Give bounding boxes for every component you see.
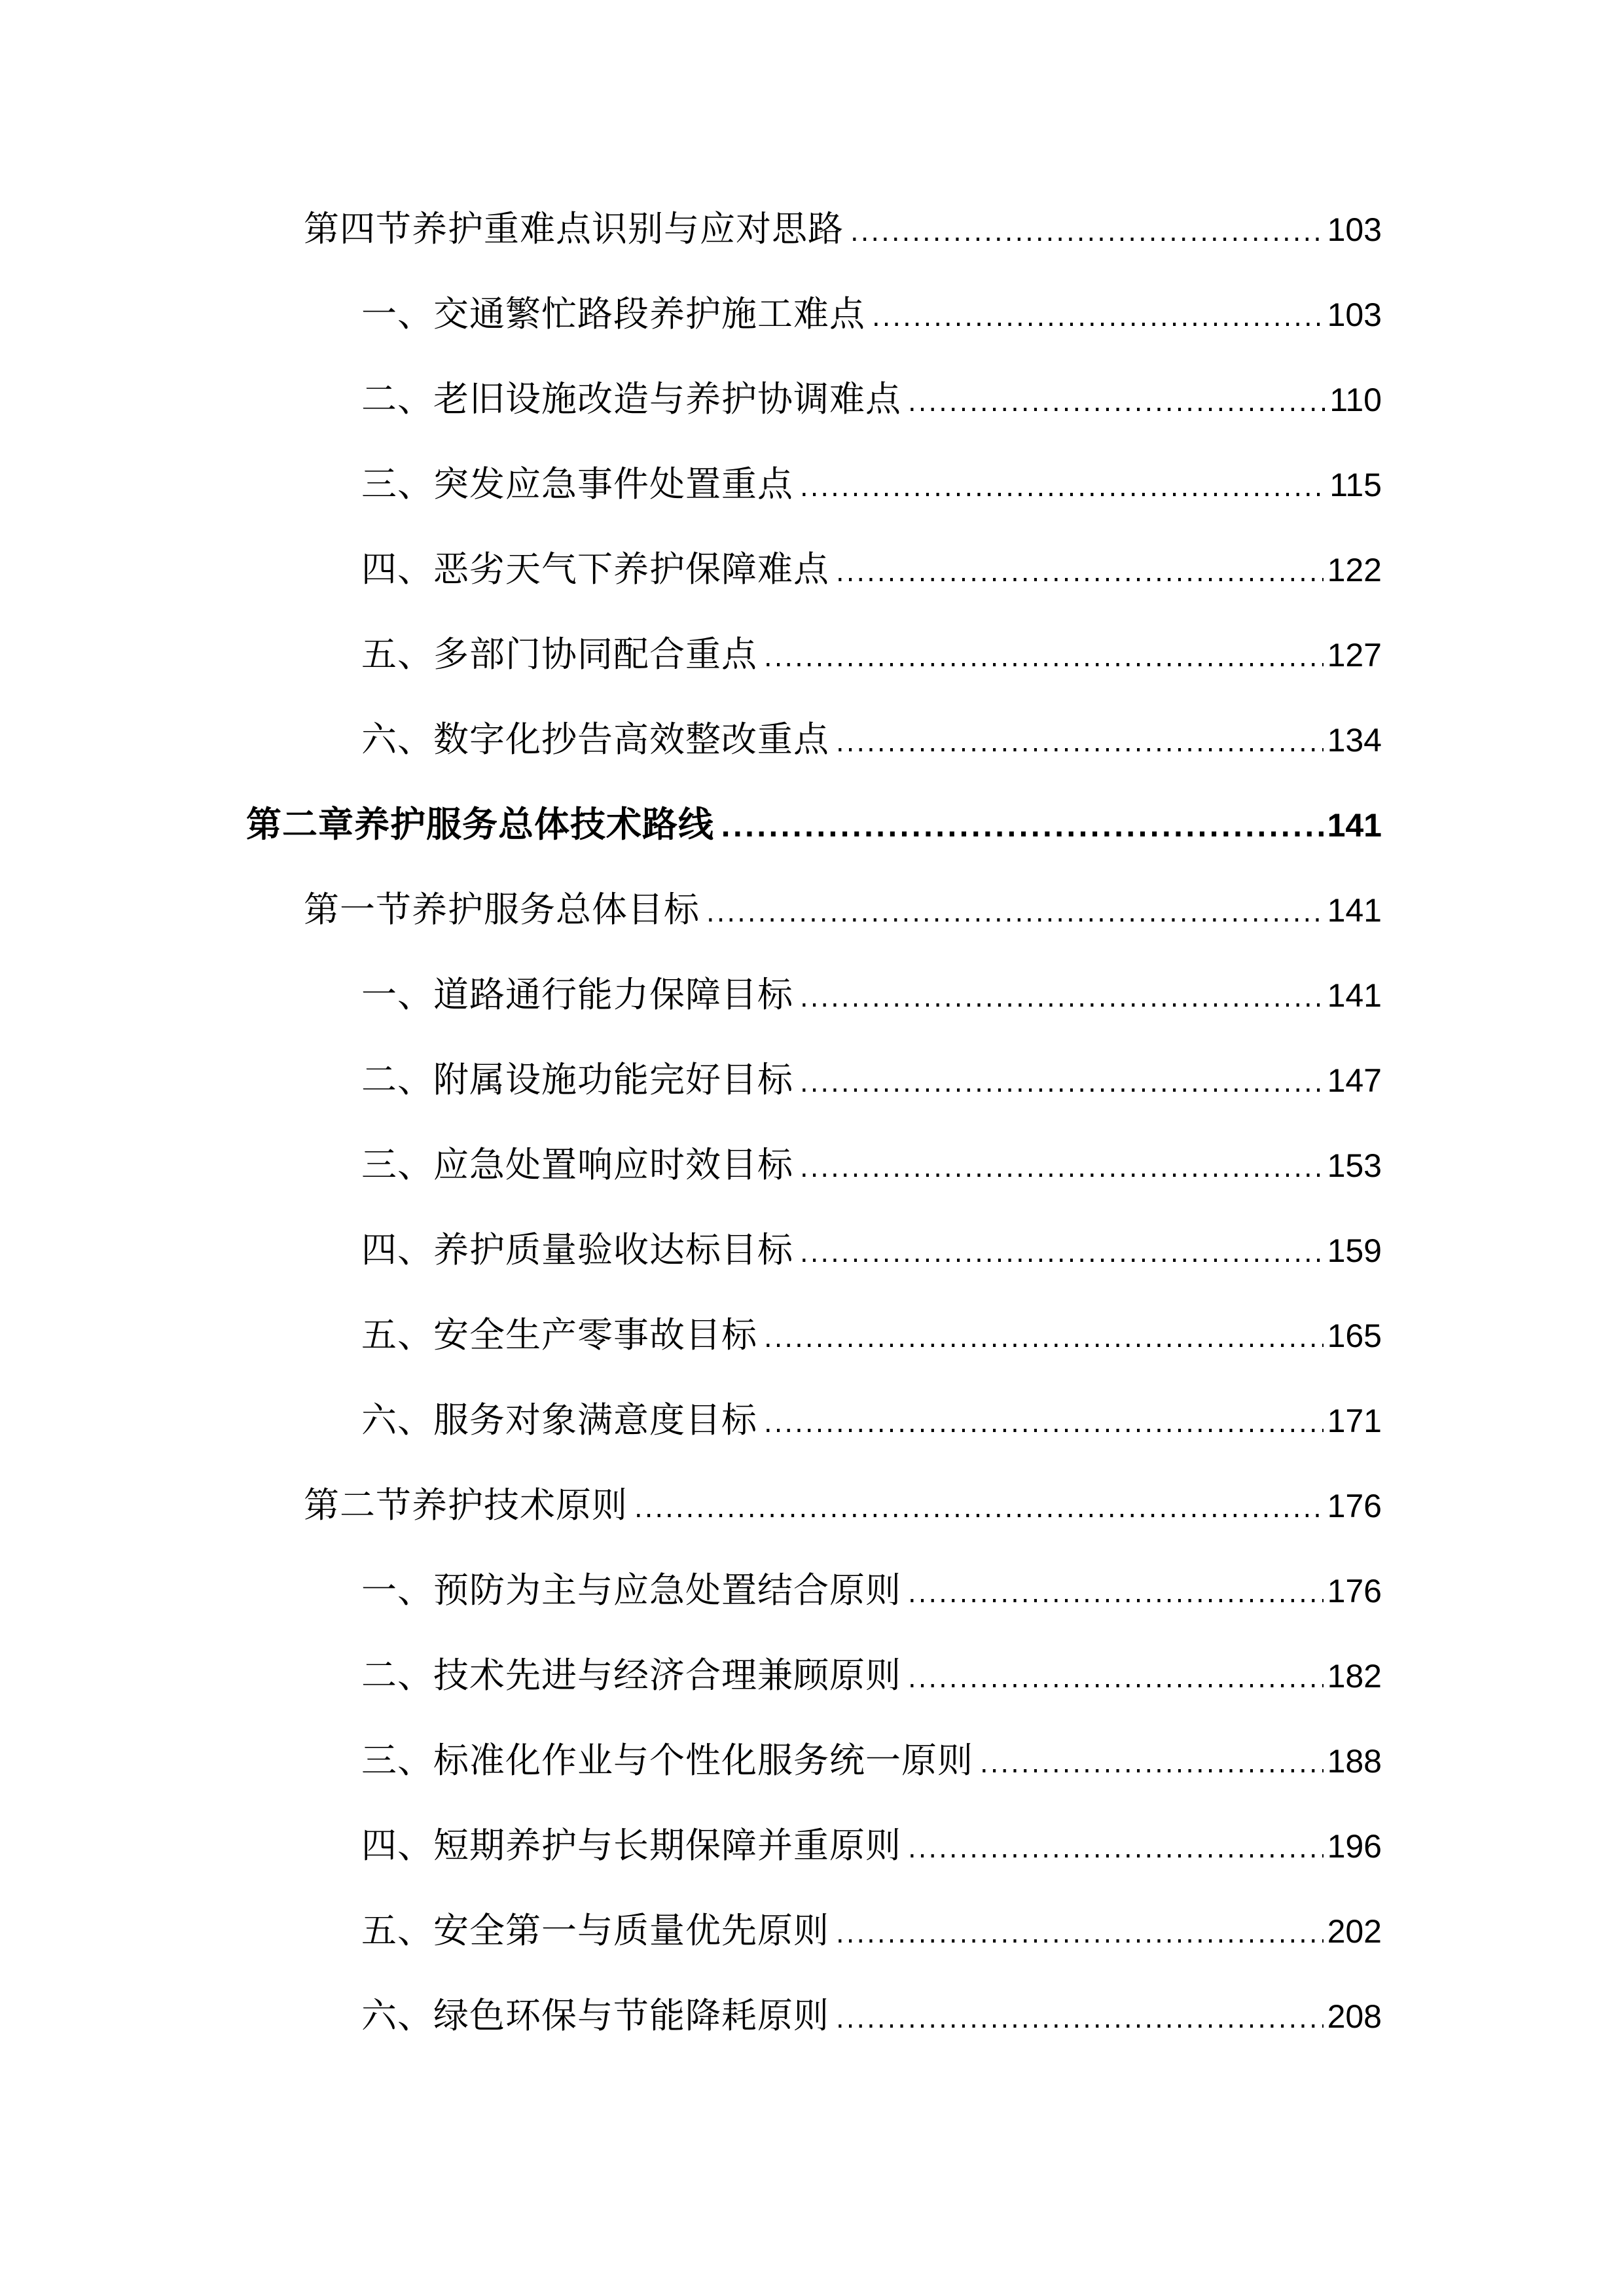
- toc-page-number: 141: [1327, 807, 1382, 844]
- toc-page-number: 147: [1327, 1062, 1382, 1099]
- toc-entry[interactable]: [304, 203, 1382, 255]
- toc-entry[interactable]: [361, 1139, 1382, 1191]
- toc-entry-title: 五、安全生产零事故目标: [361, 1314, 757, 1355]
- toc-page-number: 127: [1327, 637, 1382, 673]
- toc-dot-leader: [836, 717, 1324, 769]
- toc-page-number: 182: [1327, 1658, 1382, 1695]
- toc-entry[interactable]: [361, 1309, 1382, 1361]
- toc-page-number: 188: [1327, 1743, 1382, 1780]
- toc-entry-title: 四、恶劣天气下养护保障难点: [361, 548, 829, 590]
- toc-entry-title: 二、技术先进与经济合理兼顾原则: [361, 1655, 901, 1696]
- toc-dot-leader: [800, 1142, 1324, 1194]
- toc-entry[interactable]: [361, 458, 1382, 511]
- toc-entry-title: 一、道路通行能力保障目标: [361, 974, 793, 1015]
- toc-page-number: 141: [1327, 977, 1382, 1014]
- toc-entry-title: 五、多部门协同配合重点: [361, 634, 757, 675]
- toc-page-number: 103: [1327, 211, 1382, 248]
- toc-page-number: 103: [1327, 296, 1382, 333]
- toc-entry[interactable]: [304, 884, 1382, 936]
- toc-page-number: 141: [1327, 892, 1382, 929]
- toc-entry[interactable]: [361, 1224, 1382, 1276]
- toc-dot-leader: [836, 1908, 1324, 1960]
- toc-entry[interactable]: [361, 1564, 1382, 1617]
- toc-entry[interactable]: [361, 1394, 1382, 1446]
- toc-entry-title: 二、附属设施功能完好目标: [361, 1059, 793, 1100]
- toc-entry-title: 六、绿色环保与节能降耗原则: [361, 1995, 829, 2036]
- toc-entry[interactable]: [361, 1734, 1382, 1787]
- toc-dot-leader: [908, 376, 1326, 429]
- toc-dot-leader: [721, 802, 1324, 854]
- toc-entry-title: 四、短期养护与长期保障并重原则: [361, 1825, 901, 1866]
- toc-entry[interactable]: [361, 1905, 1382, 1957]
- toc-dot-leader: [908, 1568, 1324, 1620]
- toc-entry[interactable]: [361, 1054, 1382, 1106]
- toc-page-number: 202: [1327, 1913, 1382, 1950]
- toc-page-number: 176: [1327, 1488, 1382, 1524]
- toc-dot-leader: [908, 1653, 1324, 1705]
- toc-entry-title: 六、服务对象满意度目标: [361, 1399, 757, 1441]
- toc-entry-title: 四、养护质量验收达标目标: [361, 1229, 793, 1270]
- toc-dot-leader: [872, 291, 1324, 344]
- toc-page-number: 171: [1327, 1403, 1382, 1439]
- toc-entry-title: 第一节养护服务总体目标: [304, 889, 700, 930]
- toc-entry[interactable]: [304, 1479, 1382, 1532]
- toc-entry[interactable]: [361, 288, 1382, 340]
- toc-page-number: 176: [1327, 1573, 1382, 1609]
- toc-entry-title: 一、预防为主与应急处置结合原则: [361, 1570, 901, 1611]
- toc-dot-leader: [980, 1738, 1324, 1790]
- toc-entry-title: 二、老旧设施改造与养护协调难点: [361, 378, 901, 420]
- toc-dot-leader: [764, 632, 1324, 684]
- toc-entry-title: 第二章养护服务总体技术路线: [246, 804, 714, 845]
- toc-page-number: 110: [1329, 382, 1382, 418]
- toc-page-number: 196: [1327, 1828, 1382, 1865]
- toc-entry-title: 三、突发应急事件处置重点: [361, 463, 793, 505]
- toc-dot-leader: [800, 1227, 1324, 1280]
- toc-entry[interactable]: [246, 798, 1382, 851]
- toc-dot-leader: [800, 972, 1324, 1024]
- toc-entry[interactable]: [361, 969, 1382, 1021]
- toc-page-number: 153: [1327, 1147, 1382, 1184]
- toc-entry[interactable]: [361, 1820, 1382, 1872]
- toc-entry[interactable]: [361, 543, 1382, 596]
- toc-page-number: 115: [1329, 467, 1382, 503]
- toc-dot-leader: [706, 887, 1324, 939]
- toc-entry[interactable]: [361, 628, 1382, 681]
- toc-dot-leader: [800, 461, 1326, 514]
- toc-page-number: 122: [1327, 552, 1382, 588]
- toc-entry-title: 第二节养护技术原则: [304, 1484, 628, 1526]
- toc-dot-leader: [836, 1993, 1324, 2045]
- toc-entry[interactable]: [361, 1990, 1382, 2042]
- toc-dot-leader: [836, 547, 1324, 599]
- toc-page-number: 208: [1327, 1998, 1382, 2035]
- toc-page-number: 159: [1327, 1232, 1382, 1269]
- toc-dot-leader: [634, 1482, 1324, 1535]
- toc-entry-title: 一、交通繁忙路段养护施工难点: [361, 293, 865, 334]
- toc-page-number: 165: [1327, 1318, 1382, 1354]
- toc-entry-title: 五、安全第一与质量优先原则: [361, 1910, 829, 1951]
- toc-entry-title: 三、应急处置响应时效目标: [361, 1144, 793, 1185]
- toc-dot-leader: [800, 1057, 1324, 1109]
- toc-entry-title: 六、数字化抄告高效整改重点: [361, 719, 829, 760]
- toc-entry-title: 三、标准化作业与个性化服务统一原则: [361, 1740, 973, 1781]
- toc-dot-leader: [850, 206, 1324, 259]
- toc-entry[interactable]: [361, 1649, 1382, 1702]
- toc-entry-title: 第四节养护重难点识别与应对思路: [304, 208, 844, 249]
- toc-dot-leader: [764, 1397, 1324, 1450]
- toc-entry[interactable]: [361, 373, 1382, 425]
- toc-entry[interactable]: [361, 713, 1382, 766]
- toc-dot-leader: [908, 1823, 1324, 1875]
- toc-page-number: 134: [1327, 722, 1382, 759]
- toc-dot-leader: [764, 1312, 1324, 1365]
